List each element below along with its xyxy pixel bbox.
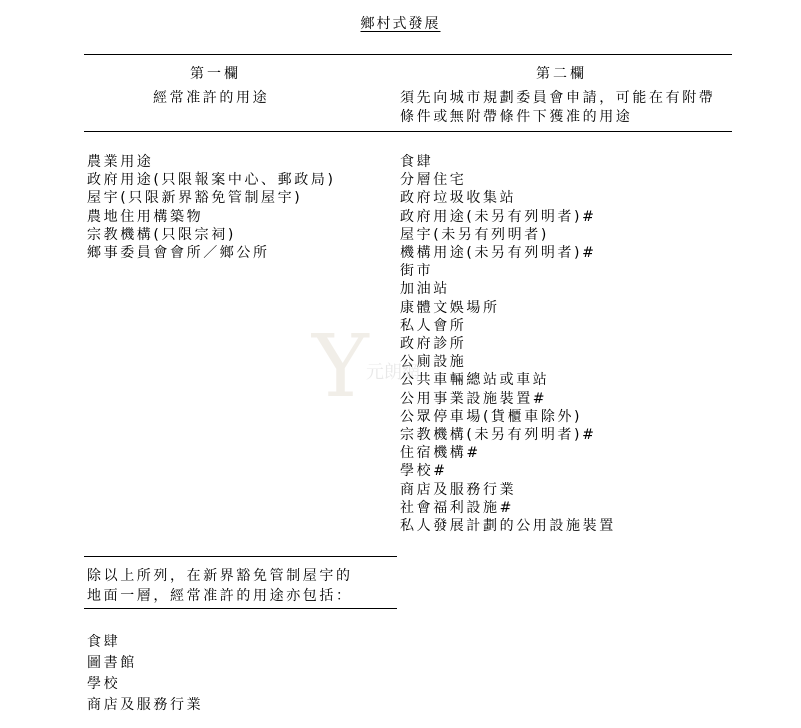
list-item: 康體文娛場所 [400,299,500,316]
list-item: 加油站 [400,281,450,298]
watermark-brand-text: 元朗網 [366,362,420,383]
watermark-letter: Y [312,318,369,408]
column2-list [400,153,616,535]
list-item: 屋宇(只限新界豁免管制屋宇) [87,190,303,207]
list-item: 公廁設施 [400,354,467,371]
note-bottom-rule [84,608,397,609]
list-item: 宗教機構(未另有列明者)# [400,427,597,444]
list-item: 鄉事委員會會所／鄉公所 [87,245,270,262]
list-item: 政府垃圾收集站 [400,190,517,207]
column1-heading: 第一欄 [190,66,241,82]
table-top-rule [84,54,732,55]
note-top-rule [84,556,397,557]
list-item: 政府用途(未另有列明者)# [400,208,597,225]
list-item: 機構用途(未另有列明者)# [400,245,597,262]
list-item: 政府用途(只限報案中心、郵政局) [87,172,336,189]
list-item: 政府診所 [400,336,467,353]
list-item: 農地住用構築物 [87,208,204,225]
column2-subheading-line1: 須先向城市規劃委員會申請，可能在有附帶 [400,90,716,106]
column2-heading: 第二欄 [536,66,587,82]
column1-list [87,153,336,262]
list-item: 食肆 [400,154,434,170]
list-item: 私人會所 [400,317,467,334]
ground-floor-note-line1: 除以上所列，在新界豁免管制屋宇的 [87,568,353,584]
list-item: 公用事業設施裝置# [400,390,548,407]
list-item: 圖書館 [87,655,137,671]
list-item: 公眾停車場(貨櫃車除外) [400,408,583,425]
column1-subheading: 經常准許的用途 [153,90,270,106]
header-bottom-rule [84,131,732,132]
list-item: 屋宇(未另有列明者) [400,226,549,243]
document-title: 鄉村式發展 [360,16,441,32]
list-item: 分層住宅 [400,172,467,189]
list-item: 農業用途 [87,154,154,170]
list-item: 商店及服務行業 [400,481,517,498]
list-item: 商店及服務行業 [87,697,204,713]
list-item: 社會福利設施# [400,499,514,516]
list-item: 公共車輛總站或車站 [400,372,550,389]
ground-floor-note-line2: 地面一層，經常准許的用途亦包括： [87,588,353,604]
list-item: 學校 [87,676,121,692]
list-item: 食肆 [87,634,121,650]
list-item: 住宿機構# [400,445,481,462]
list-item: 私人發展計劃的公用設施裝置 [400,518,616,535]
list-item: 學校# [400,463,448,480]
list-item: 宗教機構(只限宗祠) [87,226,236,243]
list-item: 街市 [400,263,434,280]
column2-subheading-line2: 條件或無附帶條件下獲准的用途 [400,109,633,125]
ground-floor-list [87,632,203,716]
